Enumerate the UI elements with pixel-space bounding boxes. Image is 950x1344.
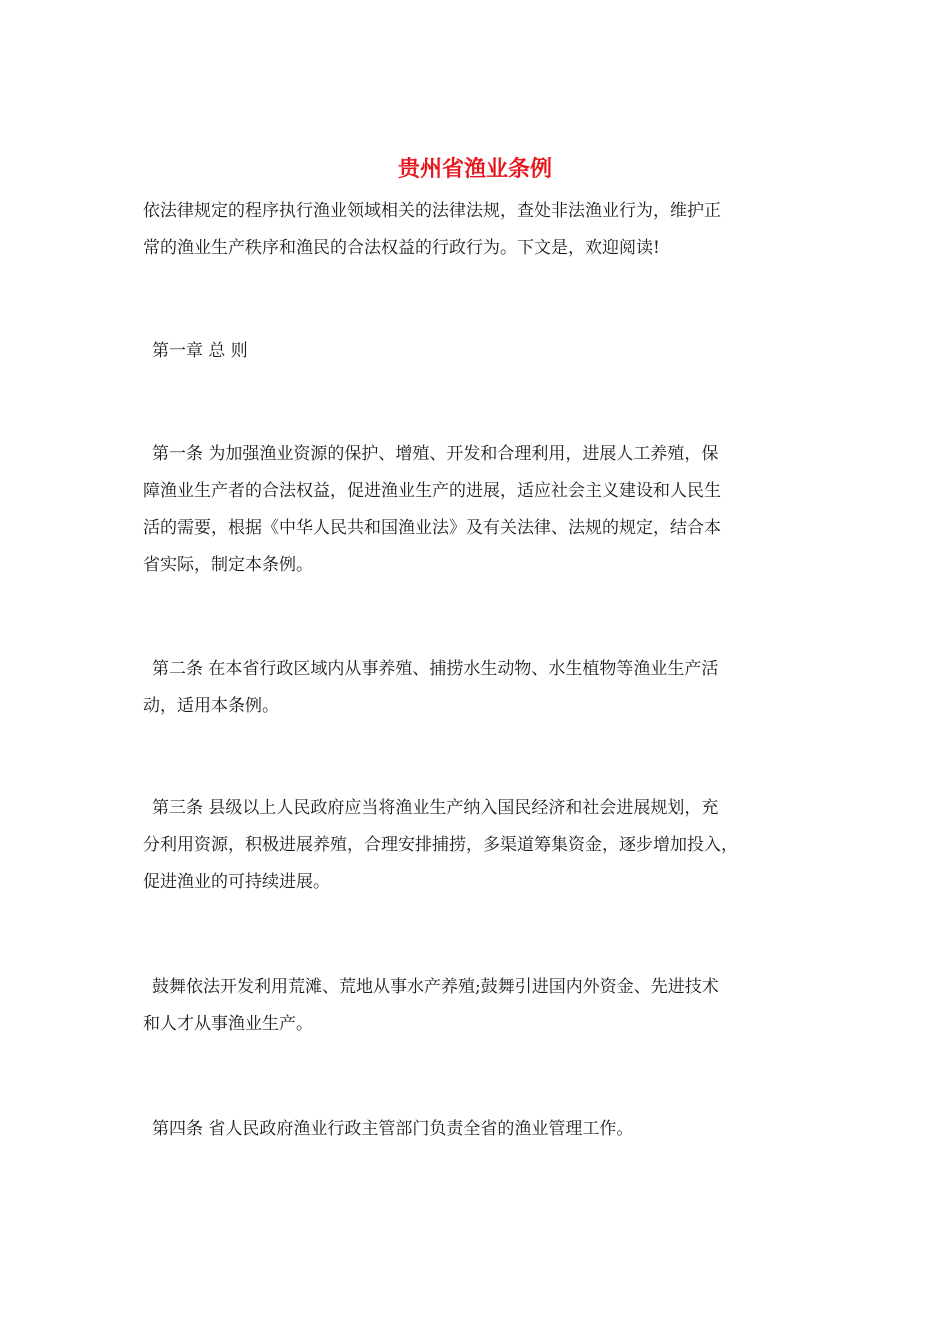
article-3-continued [143,969,816,1043]
chapter-heading [143,333,816,370]
article-4-line: 第四条 省人民政府渔业行政主管部门负责全省的渔业管理工作。 [152,1119,634,1139]
article-3-line: 第三条 县级以上人民政府应当将渔业生产纳入国民经济和社会进展规划，充 [152,798,719,818]
article-3-cont-line: 和人才从事渔业生产。 [143,1014,313,1034]
article-1-line: 省实际，制定本条例。 [143,555,313,575]
intro-line: 常的渔业生产秩序和渔民的合法权益的行政行为。下文是，欢迎阅读! [143,238,660,258]
article-4 [143,1111,816,1148]
intro-paragraph [143,193,807,267]
article-1 [143,436,816,584]
article-3-line: 促进渔业的可持续进展。 [143,872,330,892]
intro-line: 依法律规定的程序执行渔业领域相关的法律法规，查处非法渔业行为，维护正 [143,201,721,221]
chapter-heading-text: 第一章 总 则 [152,341,248,361]
article-1-line: 第一条 为加强渔业资源的保护、增殖、开发和合理利用，进展人工养殖，保 [152,444,719,464]
article-3 [143,790,816,901]
document-title: 贵州省渔业条例 [397,157,552,182]
article-2 [143,651,816,725]
article-2-line: 动，适用本条例。 [143,696,279,716]
article-1-line: 障渔业生产者的合法权益，促进渔业生产的进展，适应社会主义建设和人民生 [143,481,721,501]
article-1-line: 活的需要，根据《中华人民共和国渔业法》及有关法律、法规的规定，结合本 [143,518,721,538]
article-3-cont-line: 鼓舞依法开发利用荒滩、荒地从事水产养殖;鼓舞引进国内外资金、先进技术 [152,977,719,997]
article-3-line: 分利用资源，积极进展养殖，合理安排捕捞，多渠道筹集资金，逐步增加投入， [143,835,738,855]
article-2-line: 第二条 在本省行政区域内从事养殖、捕捞水生动物、水生植物等渔业生产活 [152,659,719,679]
